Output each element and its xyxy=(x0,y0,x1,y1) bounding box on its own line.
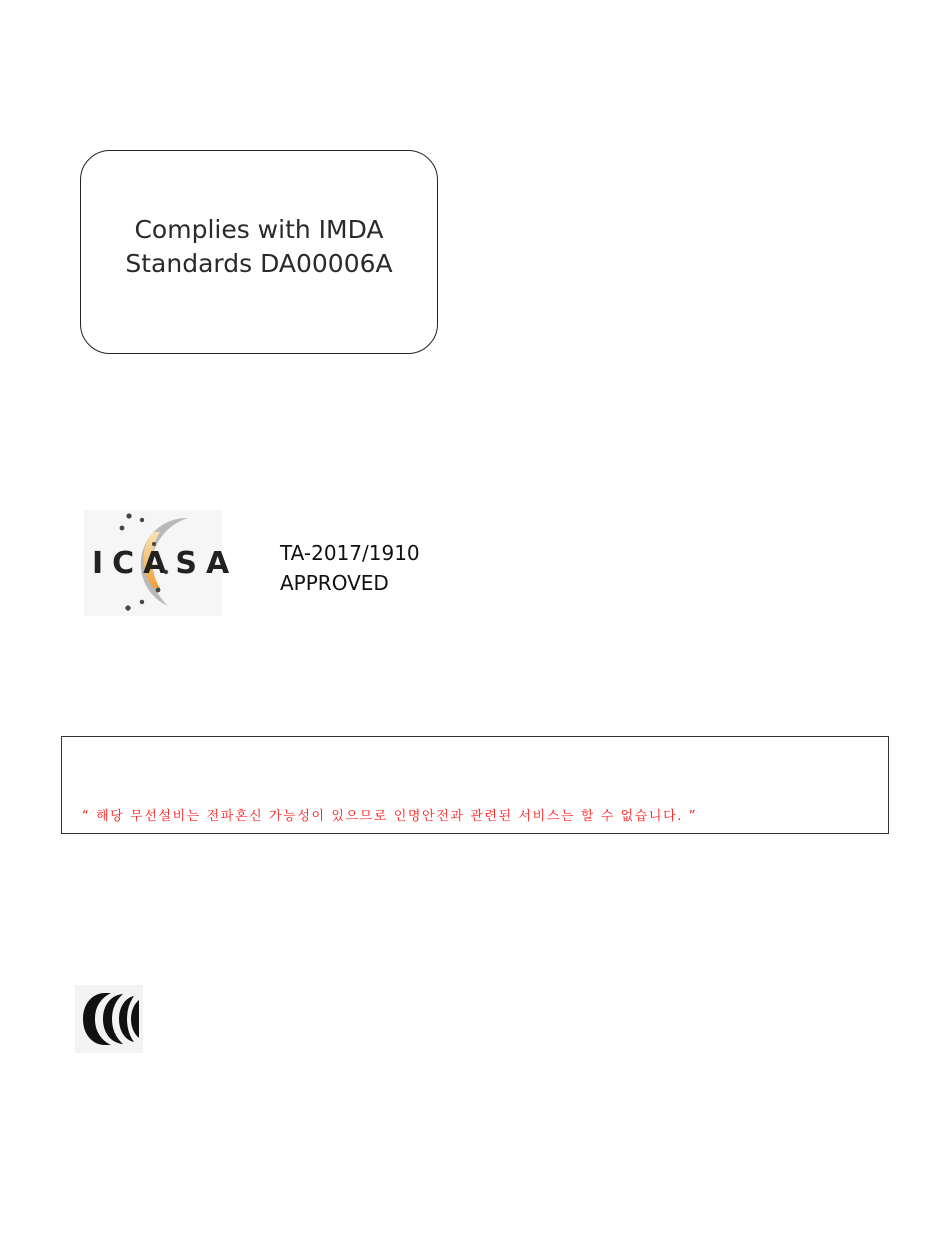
icasa-approved-label: APPROVED xyxy=(280,571,389,595)
ncc-logo xyxy=(75,985,143,1053)
icasa-approval xyxy=(280,538,420,598)
icasa-logo-text: ICASA xyxy=(92,546,239,581)
imda-line-1: Complies with IMDA xyxy=(134,215,384,244)
imda-line-2: Standards DA00006A xyxy=(125,249,393,278)
svg-text:ICASA xyxy=(92,546,238,581)
icasa-approval-number: TA-2017/1910 xyxy=(280,541,420,565)
imda-compliance-box xyxy=(80,150,438,354)
korea-notice-text: “ 해당 무선설비는 전파혼신 가능성이 있으므로 인명안전과 관련된 서비스는 할 수 없습니다. ” xyxy=(82,809,698,824)
icasa-logo xyxy=(84,510,239,616)
korea-notice-box xyxy=(61,736,889,834)
